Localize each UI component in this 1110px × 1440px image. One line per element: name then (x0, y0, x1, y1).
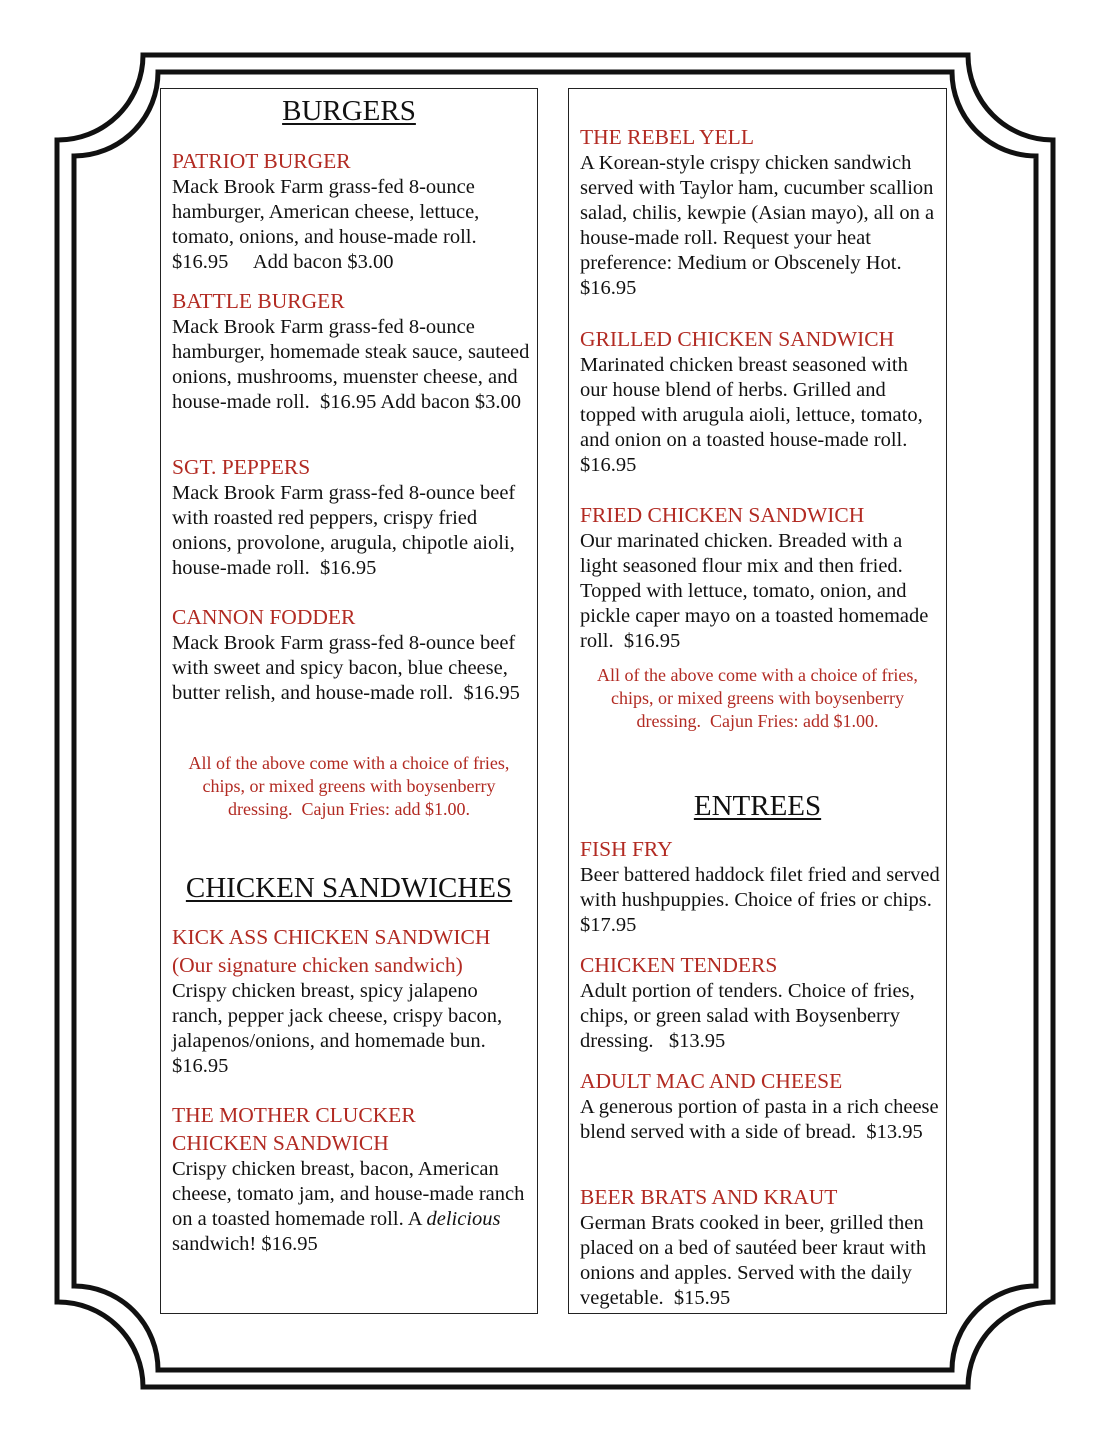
menu-item (172, 147, 532, 275)
item-description: A Korean-style crispy chicken sandwich served with Taylor ham, cucumber scallion salad, chilis, kewpie (Asian mayo), all on a house-made roll. Request your heat preference: Medium or Obscenely Hot. $16.95 (580, 152, 935, 299)
left-menu-column (160, 88, 538, 1314)
item-title: KICK ASS CHICKEN SANDWICH (Our signature chicken sandwich) (172, 925, 491, 977)
item-description: Adult portion of tenders. Choice of fries, chips, or green salad with Boysenberry dressing. $13.95 (580, 980, 915, 1052)
menu-item (580, 835, 940, 938)
desc-emphasis: delicious (426, 1208, 501, 1230)
item-description (172, 1157, 532, 1257)
item-description: Mack Brook Farm grass-fed 8-ounce beef with roasted red peppers, crispy fried onions, provolone, arugula, chipotle aioli, house-made roll. $16.95 (172, 482, 516, 579)
sides-note: All of the above come with a choice of fries, chips, or mixed greens with boysenberry dressing. Cajun Fries: add $1.00. (597, 665, 918, 731)
item-description: German Brats cooked in beer, grilled then placed on a bed of sautéed beer kraut with onions and apples. Served with the daily vegetable. $15.95 (580, 1212, 927, 1309)
menu-item (580, 123, 940, 301)
menu-item (172, 603, 532, 706)
item-title: FISH FRY (580, 837, 673, 861)
item-description: Crispy chicken breast, spicy jalapeno ranch, pepper jack cheese, crispy bacon, jalapenos/onions, and homemade bun. $16.95 (172, 980, 503, 1077)
item-description: Our marinated chicken. Breaded with a light seasoned flour mix and then fried. Topped with lettuce, tomato, onion, and pickle caper mayo on a toasted homemade roll. $16.95 (580, 530, 929, 652)
burgers-heading: BURGERS (282, 95, 416, 127)
item-title: ADULT MAC AND CHEESE (580, 1069, 843, 1093)
menu-item (172, 1101, 532, 1257)
item-title: FRIED CHICKEN SANDWICH (580, 503, 865, 527)
item-title: PATRIOT BURGER (172, 149, 351, 173)
entrees-heading: ENTREES (693, 790, 822, 822)
desc-text: sandwich! $16.95 (172, 1233, 318, 1255)
item-description: Marinated chicken breast seasoned with our house blend of herbs. Grilled and topped with arugula aioli, lettuce, tomato, and onion on a toasted house-made roll. $16.95 (580, 354, 923, 476)
chicken-sandwiches-heading: CHICKEN SANDWICHES (185, 872, 513, 904)
item-title: CHICKEN TENDERS (580, 953, 778, 977)
item-description: Mack Brook Farm grass-fed 8-ounce hamburger, American cheese, lettuce, tomato, onions, and house-made roll. $16.95 Add bacon $3.00 (172, 176, 480, 273)
menu-item (172, 923, 512, 1079)
right-menu-column (568, 88, 947, 1314)
menu-item (172, 287, 532, 415)
menu-item (172, 453, 532, 581)
item-title: THE REBEL YELL (580, 125, 754, 149)
menu-item (580, 1183, 940, 1311)
item-description: A generous portion of pasta in a rich cheese blend served with a side of bread. $13.95 (580, 1096, 939, 1143)
menu-item (580, 951, 940, 1054)
menu-item (580, 501, 940, 654)
item-title: SGT. PEPPERS (172, 455, 311, 479)
desc-text: Crispy chicken breast, bacon, American cheese, tomato jam, and house-made ranch on a toasted homemade roll. A (172, 1158, 525, 1230)
item-title: BEER BRATS AND KRAUT (580, 1185, 838, 1209)
item-title: GRILLED CHICKEN SANDWICH (580, 327, 895, 351)
item-description: Mack Brook Farm grass-fed 8-ounce hamburger, homemade steak sauce, sauteed onions, mushrooms, muenster cheese, and house-made roll. $16.95 Add bacon $3.00 (172, 316, 530, 413)
item-description: Mack Brook Farm grass-fed 8-ounce beef with sweet and spicy bacon, blue cheese, butter relish, and house-made roll. $16.95 (172, 632, 520, 704)
item-title: CANNON FODDER (172, 605, 356, 629)
item-description: Beer battered haddock filet fried and served with hushpuppies. Choice of fries or chips. $17.95 (580, 864, 940, 936)
item-title: BATTLE BURGER (172, 289, 345, 313)
menu-item (580, 325, 940, 478)
item-title: THE MOTHER CLUCKER CHICKEN SANDWICH (172, 1103, 416, 1155)
sides-note: All of the above come with a choice of fries, chips, or mixed greens with boysenberry dressing. Cajun Fries: add $1.00. (188, 753, 510, 819)
menu-item (580, 1067, 940, 1145)
